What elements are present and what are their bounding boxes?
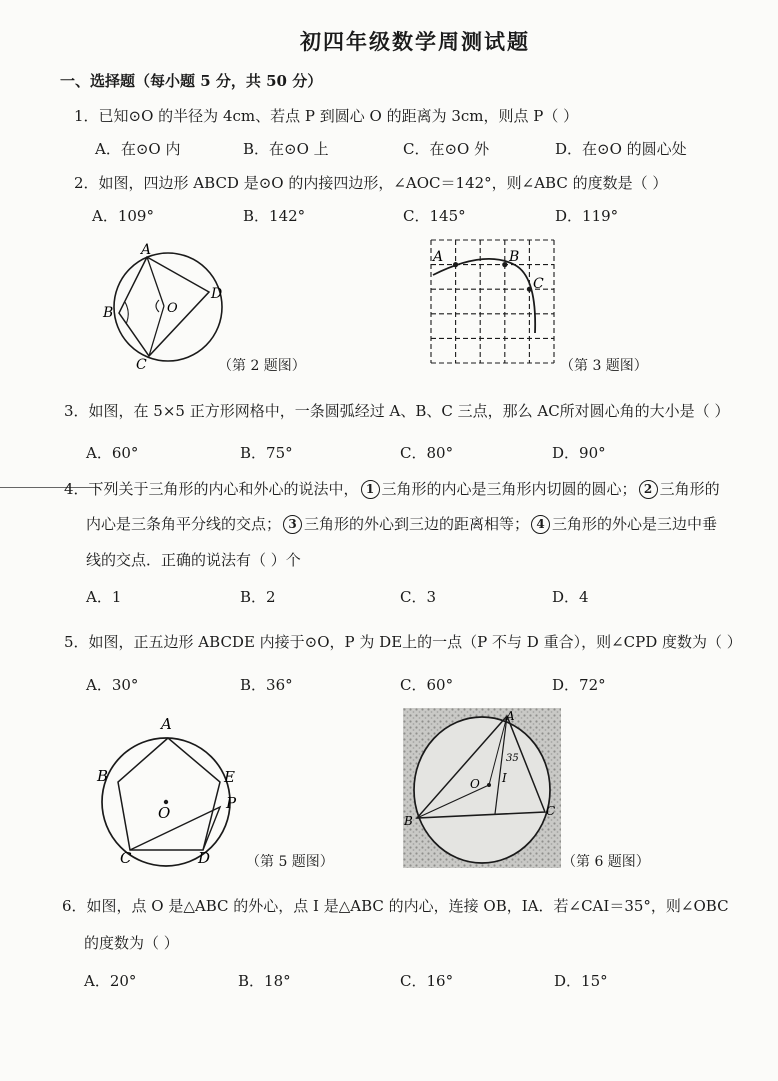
fig5-label-p: P xyxy=(226,794,237,812)
q2-option-d[interactable]: D．119° xyxy=(555,207,619,225)
question-4-line-2 xyxy=(86,513,717,534)
figure-6-caption: （第 6 题图） xyxy=(562,854,650,870)
q4-statement-4-start: 三角形的外心是三边中垂 xyxy=(552,515,718,533)
q4-statement-2-end: 内心是三条角平分线的交点； xyxy=(86,515,282,533)
fig6-angle-note: 35 xyxy=(506,753,519,764)
q3-option-d[interactable]: D．90° xyxy=(552,444,606,462)
statement-marker-1: 1 xyxy=(361,480,380,499)
fig2-label-b: B xyxy=(103,305,114,321)
question-6-stem-line-1: 6．如图，点 O 是△ABC 的外心，点 I 是△ABC 的内心，连接 OB，IA．若∠CAI＝35°，则∠OBC xyxy=(62,897,729,915)
q5-option-a[interactable]: A．30° xyxy=(86,676,139,694)
figure-q2-inscribed-quadrilateral xyxy=(95,240,235,375)
fig5-label-d: D xyxy=(198,849,211,867)
q5-option-c[interactable]: C．60° xyxy=(400,676,454,694)
q6-option-c[interactable]: C．16° xyxy=(400,972,454,990)
fig5-label-b: B xyxy=(97,767,109,785)
statement-marker-3: 3 xyxy=(283,515,302,534)
q6-option-d[interactable]: D．15° xyxy=(554,972,608,990)
q1-option-a[interactable]: A．在⊙O 内 xyxy=(95,140,181,158)
q5-option-d[interactable]: D．72° xyxy=(552,676,606,694)
figure-q5-regular-pentagon xyxy=(90,708,250,868)
figure-5-caption: （第 5 题图） xyxy=(246,854,334,870)
page-title: 初四年级数学周测试题 xyxy=(300,29,530,54)
fig2-label-c: C xyxy=(136,357,147,373)
question-5-stem: 5．如图，正五边形 ABCDE 内接于⊙O，P 为 DE上的一点（P 不与 D 重合），则∠CPD 度数为（ ） xyxy=(64,633,742,651)
fig5-label-a: A xyxy=(161,715,172,733)
fig3-label-a: A xyxy=(433,249,444,265)
q4-option-c[interactable]: C．3 xyxy=(400,588,437,606)
figure-q3-grid-arc xyxy=(425,235,565,370)
fig6-label-i: I xyxy=(502,771,507,785)
fig3-label-c: C xyxy=(533,276,544,292)
figure-q6-triangle-circumcircle xyxy=(403,708,561,868)
question-4-line-3: 线的交点．正确的说法有（ ）个 xyxy=(86,551,301,569)
fig2-label-o: O xyxy=(167,301,178,316)
question-3-stem: 3．如图，在 5×5 正方形网格中，一条圆弧经过 A、B、C 三点，那么 AC所对圆心角的大小是（ ） xyxy=(64,402,730,420)
question-2-stem: 2．如图，四边形 ABCD 是⊙O 的内接四边形，∠AOC＝142°，则∠ABC 的度数是（ ） xyxy=(74,174,668,192)
q4-statement-2-start: 三角形的 xyxy=(659,480,720,498)
q1-option-b[interactable]: B．在⊙O 上 xyxy=(243,140,329,158)
q1-option-c[interactable]: C．在⊙O 外 xyxy=(403,140,490,158)
q4-statement-1: 三角形的内心是三角形内切圆的圆心； xyxy=(381,480,637,498)
q6-option-a[interactable]: A．20° xyxy=(84,972,137,990)
fig2-label-a: A xyxy=(141,242,152,258)
q2-option-a[interactable]: A．109° xyxy=(92,207,154,225)
q2-option-b[interactable]: B．142° xyxy=(243,207,306,225)
fig5-label-o: O xyxy=(158,804,171,822)
q3-option-a[interactable]: A．60° xyxy=(86,444,139,462)
question-1-stem: 1．已知⊙O 的半径为 4cm、若点 P 到圆心 O 的距离为 3cm，则点 P（ ） xyxy=(74,107,579,125)
fig6-label-o: O xyxy=(470,777,480,791)
q3-option-b[interactable]: B．75° xyxy=(240,444,293,462)
q6-option-b[interactable]: B．18° xyxy=(238,972,291,990)
figure-2-caption: （第 2 题图） xyxy=(218,358,306,374)
fig3-label-b: B xyxy=(509,249,520,265)
figure-3-caption: （第 3 题图） xyxy=(560,358,648,374)
q4-intro: 4．下列关于三角形的内心和外心的说法中， xyxy=(64,480,359,498)
question-4-line-1 xyxy=(64,478,720,499)
q4-statement-3: 三角形的外心到三边的距离相等； xyxy=(304,515,530,533)
fig2-label-d: D xyxy=(211,286,223,302)
q4-option-d[interactable]: D．4 xyxy=(552,588,589,606)
q5-option-b[interactable]: B．36° xyxy=(240,676,293,694)
q4-option-a[interactable]: A．1 xyxy=(86,588,122,606)
q1-option-d[interactable]: D．在⊙O 的圆心处 xyxy=(555,140,687,158)
section-heading: 一、选择题（每小题 5 分，共 50 分） xyxy=(60,72,323,90)
fig6-label-a: A xyxy=(506,709,515,723)
q4-option-b[interactable]: B．2 xyxy=(240,588,276,606)
q2-option-c[interactable]: C．145° xyxy=(403,207,466,225)
fig5-label-e: E xyxy=(224,768,235,786)
q3-option-c[interactable]: C．80° xyxy=(400,444,454,462)
statement-marker-2: 2 xyxy=(639,480,658,499)
fig6-label-b: B xyxy=(404,814,413,828)
statement-marker-4: 4 xyxy=(531,515,550,534)
question-6-stem-line-2: 的度数为（ ） xyxy=(84,934,179,952)
fig6-label-c: C xyxy=(546,804,556,818)
fig5-label-c: C xyxy=(120,849,132,867)
